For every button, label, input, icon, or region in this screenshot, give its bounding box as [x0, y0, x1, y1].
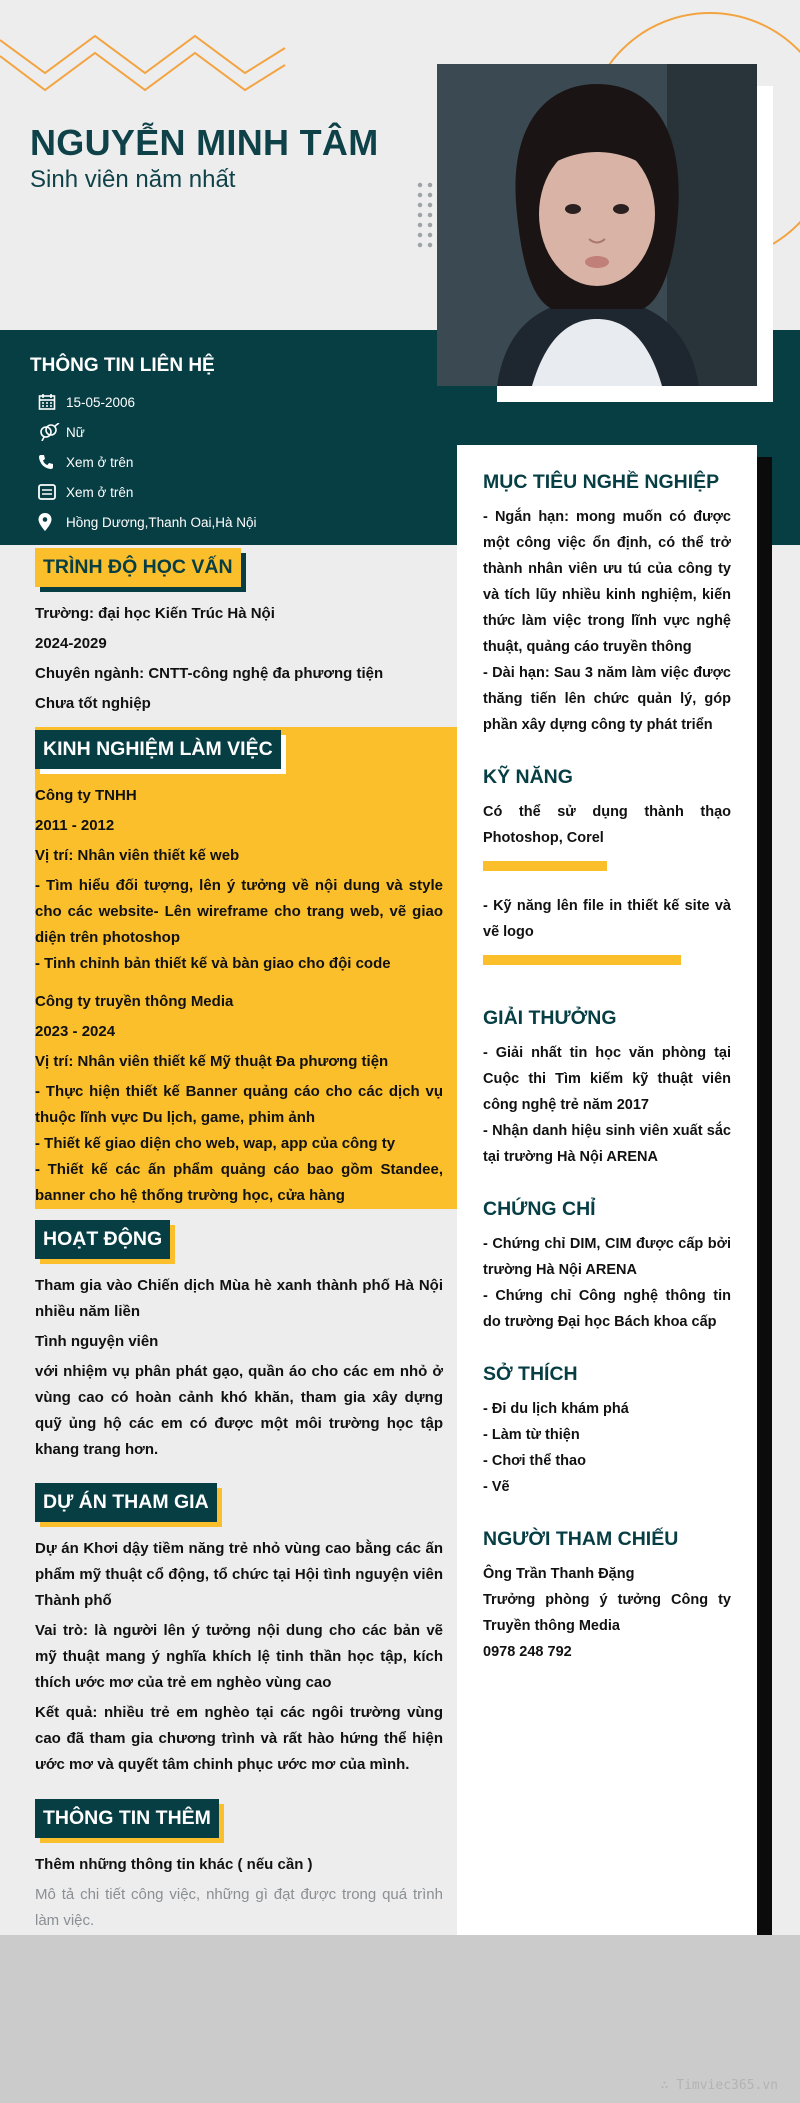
job-position: Vị trí: Nhân viên thiết kế web	[35, 847, 240, 864]
hobby-item: - Vẽ	[483, 1479, 510, 1495]
contact-birthday	[38, 387, 256, 417]
objective-section	[483, 471, 731, 738]
reference-role: Trưởng phòng ý tưởng Công ty Truyền thông Media	[483, 1592, 731, 1634]
extra-description: Mô tả chi tiết công việc, những gì đạt được trong quá trình làm việc.	[35, 1886, 443, 1929]
job-description: - Thiết kế giao diện cho web, wap, app của công ty	[35, 1135, 396, 1152]
job-company: Công ty TNHH	[35, 787, 137, 804]
skill-1-level-bar	[483, 861, 607, 871]
projects-title: DỰ ÁN THAM GIA	[35, 1483, 217, 1522]
contact-address	[38, 507, 256, 537]
education-major: Chuyên ngành: CNTT-công nghệ đa phương tiện	[35, 665, 384, 682]
objective-short: - Ngắn hạn: mong muốn có được một công việc ổn định, có thể trở thành nhân viên ưu tú của công ty và tích lũy nhiều kinh nghiệm, kiến thức làm việc trong lĩnh vực nghệ thuật, quảng cáo truyền thông	[483, 509, 731, 655]
education-years: 2024-2029	[35, 635, 107, 652]
activities-title: HOẠT ĐỘNG	[35, 1220, 170, 1259]
projects-section	[35, 1483, 443, 1778]
award-1: - Giải nhất tin học văn phòng tại Cuộc thi Tìm kiếm kỹ thuật viên công nghệ trẻ năm 2017	[483, 1045, 731, 1113]
dots-decoration	[415, 180, 435, 250]
education-heading	[35, 548, 241, 587]
extra-text: Thêm những thông tin khác ( nếu cần )	[35, 1856, 313, 1873]
job-period: 2011 - 2012	[35, 817, 115, 834]
hobbies-section	[483, 1363, 731, 1500]
contact-title: THÔNG TIN LIÊN HỆ	[30, 355, 215, 376]
reference-phone: 0978 248 792	[483, 1644, 572, 1660]
hobby-item: - Chơi thể thao	[483, 1453, 586, 1469]
profile-photo	[437, 64, 757, 386]
contact-phone	[38, 447, 256, 477]
certificates-title: CHỨNG CHỈ	[483, 1198, 596, 1220]
hobby-item: - Đi du lịch khám phá	[483, 1401, 629, 1417]
skill-1: Có thể sử dụng thành thạo Photoshop, Corel	[483, 804, 731, 846]
location-pin-icon	[38, 513, 66, 531]
email-text[interactable]: Xem ở trên	[66, 484, 134, 500]
zigzag-decoration	[0, 28, 290, 108]
awards-section	[483, 1007, 731, 1170]
candidate-subtitle: Sinh viên năm nhất	[30, 166, 236, 193]
skill-2-level-bar	[483, 955, 681, 965]
birthday-text: 15-05-2006	[66, 394, 136, 410]
awards-title: GIẢI THƯỞNG	[483, 1007, 617, 1029]
job-period: 2023 - 2024	[35, 1023, 116, 1040]
experience-title: KINH NGHIỆM LÀM VIỆC	[35, 730, 281, 769]
experience-heading	[35, 730, 281, 769]
right-panel	[457, 445, 757, 2007]
phone-icon	[38, 454, 66, 470]
education-title: TRÌNH ĐỘ HỌC VẤN	[35, 548, 241, 587]
education-school: Trường: đại học Kiến Trúc Hà Nội	[35, 605, 275, 622]
job-position: Vị trí: Nhân viên thiết kế Mỹ thuật Đa phương tiện	[35, 1053, 389, 1070]
objective-long: - Dài hạn: Sau 3 năm làm việc được thăng tiến lên chức quản lý, góp phần xây dựng công ty phát triển	[483, 665, 731, 733]
calendar-icon	[38, 393, 66, 411]
certificate-2: - Chứng chỉ Công nghệ thông tin do trường Đại học Bách khoa cấp	[483, 1288, 731, 1330]
contact-email	[38, 477, 256, 507]
experience-section	[35, 730, 443, 1209]
extra-title: THÔNG TIN THÊM	[35, 1799, 219, 1838]
watermark: ∴ Timviec365.vn	[660, 2078, 778, 2093]
education-section	[35, 548, 443, 721]
watermark-text: Timviec365.vn	[676, 2078, 778, 2093]
job-description: - Thực hiện thiết kế Banner quảng cáo cho các dịch vụ thuộc lĩnh vực Du lịch, game, phim ảnh	[35, 1083, 443, 1126]
award-2: - Nhận danh hiệu sinh viên xuất sắc tại trường Hà Nội ARENA	[483, 1123, 731, 1165]
contact-gender	[38, 417, 256, 447]
gender-icon	[38, 423, 66, 441]
reference-title: NGƯỜI THAM CHIẾU	[483, 1528, 679, 1550]
job-company: Công ty truyền thông Media	[35, 993, 234, 1010]
job-description: - Tìm hiểu đối tượng, lên ý tưởng về nội dung và style cho các website- Lên wireframe cho trang web, vẽ giao diện trên photoshop	[35, 877, 443, 946]
job-description: - Thiết kế các ấn phẩm quảng cáo bao gồm Standee, banner cho hệ thống trường học, cửa hàng	[35, 1161, 443, 1204]
email-icon	[38, 484, 66, 500]
certificates-section	[483, 1198, 731, 1335]
education-status: Chưa tốt nghiệp	[35, 695, 151, 712]
skill-2: - Kỹ năng lên file in thiết kế site và vẽ logo	[483, 898, 731, 940]
skills-section	[483, 766, 731, 965]
certificate-1: - Chứng chỉ DIM, CIM được cấp bởi trường Hà Nội ARENA	[483, 1236, 731, 1278]
activities-section	[35, 1220, 443, 1463]
job-description: - Tinh chỉnh bản thiết kế và bàn giao cho đội code	[35, 955, 391, 972]
activity-text: với nhiệm vụ phân phát gạo, quần áo cho các em nhỏ ở vùng cao có hoàn cảnh khó khăn, tham gia xây dựng quỹ ủng hộ các em có được một môi trường học tập khang trang hơn.	[35, 1363, 443, 1458]
hobby-item: - Làm từ thiện	[483, 1427, 580, 1443]
extra-heading	[35, 1799, 219, 1838]
gender-text: Nữ	[66, 424, 85, 440]
activity-text: Tình nguyện viên	[35, 1333, 159, 1350]
candidate-name: NGUYỄN MINH TÂM	[30, 122, 379, 163]
project-text: Dự án Khơi dậy tiềm năng trẻ nhỏ vùng cao bằng các ấn phẩm mỹ thuật cổ động, tổ chức tại Hội tình nguyện viên Thành phố	[35, 1540, 443, 1609]
activities-heading	[35, 1220, 170, 1259]
project-text: Kết quả: nhiều trẻ em nghèo tại các ngôi trường vùng cao đã tham gia chương trình và rất hào hứng thể hiện ước mơ và quyết tâm chinh phục ước mơ của mình.	[35, 1704, 443, 1773]
contact-list	[38, 387, 256, 537]
activity-text: Tham gia vào Chiến dịch Mùa hè xanh thành phố Hà Nội nhiều năm liền	[35, 1277, 443, 1320]
hobbies-title: SỞ THÍCH	[483, 1363, 578, 1385]
phone-text[interactable]: Xem ở trên	[66, 454, 134, 470]
project-text: Vai trò: là người lên ý tưởng nội dung cho các bản vẽ mỹ thuật mang ý nghĩa khích lệ tinh thần học tập, kích thích ước mơ của trẻ em nghèo vùng cao	[35, 1622, 443, 1691]
reference-name: Ông Trần Thanh Đặng	[483, 1566, 635, 1582]
skills-title: KỸ NĂNG	[483, 766, 573, 788]
projects-heading	[35, 1483, 217, 1522]
extra-section	[35, 1799, 443, 1934]
objective-title: MỤC TIÊU NGHỀ NGHIỆP	[483, 471, 720, 493]
address-text: Hồng Dương,Thanh Oai,Hà Nội	[66, 514, 257, 530]
reference-section	[483, 1528, 731, 1665]
